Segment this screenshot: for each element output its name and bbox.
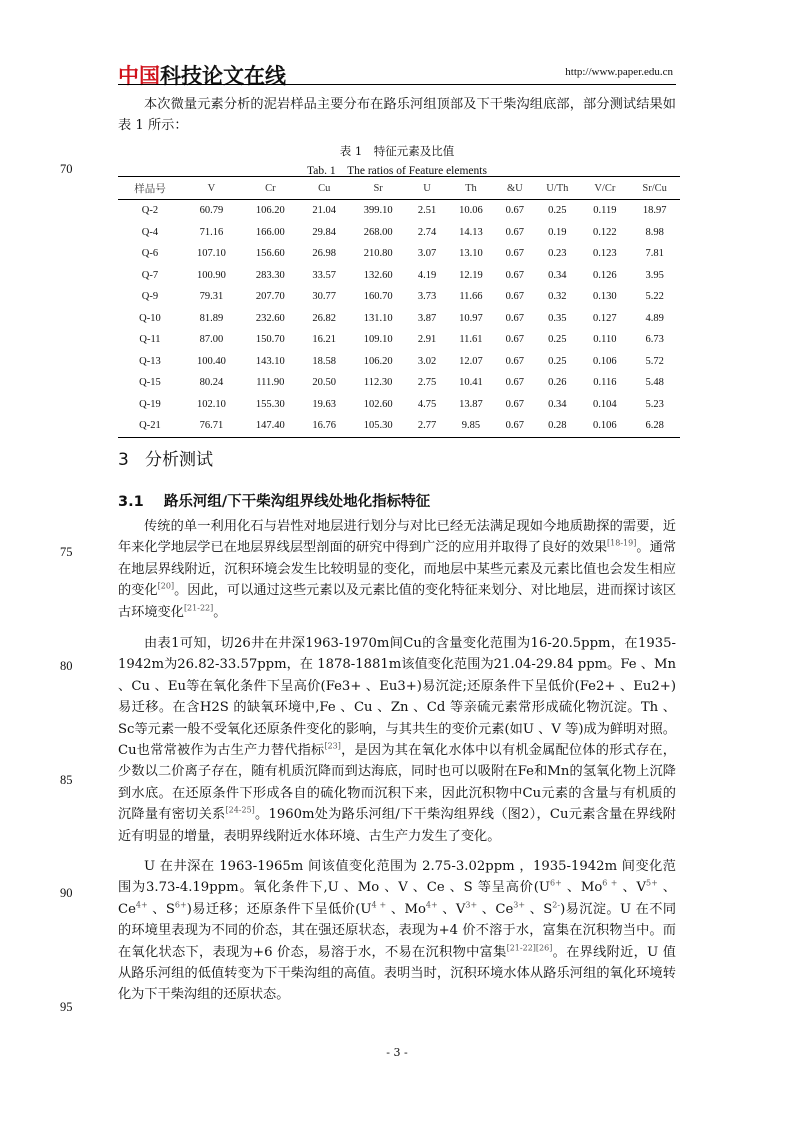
table-cell: 16.21 <box>312 334 337 346</box>
table-cell: 0.34 <box>548 269 567 281</box>
table-cell: 5.23 <box>645 398 664 410</box>
column-header: Cr <box>241 177 300 200</box>
table-cell: Q-11 <box>139 334 161 346</box>
table-row <box>118 329 680 351</box>
table-cell: 0.34 <box>548 398 567 410</box>
table-cell: 0.25 <box>548 355 567 367</box>
table-cell: 0.67 <box>505 398 525 410</box>
header-rule <box>118 84 676 85</box>
table-cell: 79.31 <box>199 291 224 303</box>
table-cell: 0.67 <box>505 205 525 217</box>
table-cell: 0.25 <box>548 205 567 217</box>
table-body <box>118 200 680 438</box>
column-header: U/Th <box>534 177 580 200</box>
column-header: Th <box>446 177 495 200</box>
table-cell: 2.51 <box>417 205 437 217</box>
table-cell: 105.30 <box>349 415 408 437</box>
paragraph-3: U 在井深在 1963-1965m 间该值变化范围为 2.75-3.02ppm ，1935-1942m 间变化范围为3.73-4.19ppm。氧化条件下,U 、Mo 、V 、Ce 、S 等呈高价($U^{6+}$ 、$Mo^{6 +}$ 、$V^{5+}$ 、$Ce^{4+}$ 、$S^{6+}$)易迁移；还原条件下呈低价($U^{4 +}$ 、$Mo^{4+}$ 、$V^{3+}$ 、$Ce^{3+}$ 、$S^{2-}$)易沉淀。U 在不同的环境里表现为不同的价态，其在强还原状态，表现为+4 价不溶于水，富集在沉积物当中。而在氧化状态下，表现为+6 价态，易溶于水，不易在沉积物中富集[21-22][26]。在界线附近，U 值从路乐河组的低值转变为下干柴沟组的高值。表明当时，沉积环境水体从路乐河组的氧化环境转化为下干柴沟组的还原状态。 <box>118 859 677 1003</box>
site-logo: 中国科技论文在线 <box>118 64 286 88</box>
table-cell: 20.50 <box>312 377 337 389</box>
table-cell: 0.130 <box>593 291 617 303</box>
table-cell: Q-9 <box>141 291 159 303</box>
table-cell: 210.80 <box>363 248 393 260</box>
table-cell: 26.98 <box>312 248 337 260</box>
table-cell: Q-2 <box>141 205 159 217</box>
table-cell: 109.10 <box>363 334 393 346</box>
table-cell: 0.126 <box>593 269 617 281</box>
table-row <box>118 200 680 222</box>
table-cell: 155.30 <box>255 398 285 410</box>
table-row <box>118 222 680 244</box>
table-cell: 268.00 <box>363 226 393 238</box>
table-cell: 2.75 <box>417 377 437 389</box>
line-number-90: 90 <box>60 886 73 900</box>
line-number-95: 95 <box>60 1000 73 1014</box>
citation: [23] <box>324 741 341 751</box>
table-cell: 107.10 <box>196 248 226 260</box>
table-caption-cn: 表 1 特征元素及比值 <box>339 144 455 158</box>
table-row <box>118 351 680 373</box>
column-header: Sr <box>349 177 408 200</box>
table-cell: 0.26 <box>548 377 567 389</box>
table-cell: 100.90 <box>196 269 226 281</box>
table-cell: 0.116 <box>593 377 617 389</box>
table-cell: 156.60 <box>255 248 285 260</box>
table-cell: 60.79 <box>199 205 224 217</box>
table-cell: 0.123 <box>593 248 617 260</box>
table-row <box>118 286 680 308</box>
feature-elements-table <box>118 176 680 438</box>
table-cell: Q-7 <box>141 269 159 281</box>
table-cell: 6.73 <box>645 334 664 346</box>
table-cell: 10.06 <box>459 205 483 217</box>
citation: [21-22][26] <box>506 943 553 953</box>
table-cell: 11.66 <box>459 291 483 303</box>
table-cell: 21.04 <box>312 205 337 217</box>
section-3-1-heading: 3.1 路乐河组/下干柴沟组界线处地化指标特征 <box>118 494 431 510</box>
table-cell: 0.67 <box>505 291 525 303</box>
table-row <box>118 415 680 437</box>
table-cell: 2.74 <box>417 226 437 238</box>
table-cell: Q-4 <box>141 226 159 238</box>
line-number-70: 70 <box>60 162 73 176</box>
table-cell: 0.28 <box>534 415 580 437</box>
column-header: Sr/Cu <box>629 177 680 200</box>
paragraph-2: 由表1可知，切26井在井深1963-1970m间Cu的含量变化范围为16-20.5ppm，在1935-1942m为26.82-33.57ppm，在 1878-1881m该值变化范围为21.04-29.84 ppm。Fe 、Mn 、Cu 、Eu等在氧化条件下呈高价(Fe3+ 、Eu3+)易沉淀;还原条件下呈低价(Fe2+ 、Eu2+)易迁移。在含H2S 的缺氧环境中,Fe 、Cu 、Zn 、Cd 等亲硫元素常形成硫化物沉淀。Th 、Sc等元素一般不受氧化还原条件变化的影响，与其共生的变价元素(如U 、V 等)成为鲜明对照。Cu也常常被作为古生产力替代指标[23]，是因为其在氧化水体中以有机金属配位体的形式存在，少数以二价离子存在，随有机质沉降而到达海底，同时也可以吸附在Fe和Mn的氢氧化物上沉降到水底。在还原条件下形成各自的硫化物而沉积下来，因此沉积物中Cu元素的含量与有机质的沉降量有密切关系[24-25]。1960m处为路乐河组/下干柴沟组界线（图2），Cu元素含量在界线附近有明显的增量，表明界线附近水体环境、古生产力发生了变化。 <box>118 636 676 844</box>
table-cell: 5.22 <box>645 291 664 303</box>
table-cell: 33.57 <box>312 269 337 281</box>
table-cell: 18.58 <box>312 355 337 367</box>
table-cell: 147.40 <box>241 415 300 437</box>
line-number-75: 75 <box>60 545 73 559</box>
table-cell: 0.19 <box>548 226 567 238</box>
table-cell: 3.02 <box>417 355 437 367</box>
table-cell: 0.23 <box>548 248 567 260</box>
table-cell: 0.127 <box>593 312 617 324</box>
table-cell: 29.84 <box>312 226 337 238</box>
table-cell: 0.67 <box>505 248 525 260</box>
table-cell: 87.00 <box>199 334 224 346</box>
table-cell: 0.67 <box>505 355 525 367</box>
page-number: - 3 - <box>386 1046 408 1059</box>
table-cell: 131.10 <box>363 312 393 324</box>
line-number-80: 80 <box>60 659 73 673</box>
line-number-85: 85 <box>60 773 73 787</box>
table-cell: 143.10 <box>255 355 285 367</box>
table-cell: 106.20 <box>255 205 285 217</box>
table-cell: 102.60 <box>363 398 393 410</box>
table-cell: 0.67 <box>505 269 525 281</box>
table-cell: 16.76 <box>300 415 349 437</box>
table-cell: 0.67 <box>495 415 534 437</box>
section-3-heading: 3 分析测试 <box>118 450 214 470</box>
table-cell: 80.24 <box>199 377 224 389</box>
table-cell: 0.110 <box>593 334 617 346</box>
table-row <box>118 243 680 265</box>
table-cell: 3.87 <box>417 312 437 324</box>
table-cell: 106.20 <box>363 355 393 367</box>
table-cell: 13.87 <box>459 398 483 410</box>
citation: [21-22] <box>183 603 214 613</box>
table-cell: 166.00 <box>255 226 285 238</box>
table-cell: 7.81 <box>645 248 664 260</box>
table-cell: 0.67 <box>505 334 525 346</box>
table-cell: 0.106 <box>580 415 629 437</box>
intro-paragraph: 本次微量元素分析的泥岩样品主要分布在路乐河组顶部及下干柴沟组底部，部分测试结果如表 1 所示： <box>118 97 676 134</box>
table-cell: 4.89 <box>645 312 664 324</box>
table-row <box>118 394 680 416</box>
table-cell: 26.82 <box>312 312 337 324</box>
table-cell: 10.41 <box>459 377 483 389</box>
table-cell: Q-19 <box>139 398 161 410</box>
table-cell: 3.95 <box>645 269 664 281</box>
table-cell: 12.07 <box>459 355 483 367</box>
table-cell: 0.122 <box>593 226 617 238</box>
table-cell: Q-10 <box>139 312 161 324</box>
table-cell: 76.71 <box>182 415 241 437</box>
table-row <box>118 372 680 394</box>
table-cell: 10.97 <box>459 312 483 324</box>
table-cell: 4.75 <box>417 398 437 410</box>
column-header: &U <box>495 177 534 200</box>
table-cell: 0.35 <box>548 312 567 324</box>
table-cell: 111.90 <box>256 377 285 389</box>
citation: [18-19] <box>607 539 637 549</box>
table-cell: 0.25 <box>548 334 567 346</box>
table-cell: 81.89 <box>199 312 224 324</box>
table-cell: 3.07 <box>417 248 437 260</box>
column-header: V <box>182 177 241 200</box>
table-cell: 0.67 <box>505 377 525 389</box>
table-cell: 30.77 <box>312 291 337 303</box>
site-url: http://www.paper.edu.cn <box>565 66 673 78</box>
paragraph-1: 传统的单一利用化石与岩性对地层进行划分与对比已经无法满足现如今地质勘探的需要，近年来化学地层学已在地层界线层型剖面的研究中得到广泛的应用并取得了良好的效果[18-19]。通常在地层界线附近，沉积环境会发生比较明显的变化，而地层中某些元素及元素比值也会发生相应的变化[20]。因此，可以通过这些元素以及元素比值的变化特征来划分、对比地层，进而探讨该区古环境变化[21-22]。 <box>118 519 677 620</box>
table-cell: 8.98 <box>645 226 664 238</box>
table-header-row <box>118 177 680 200</box>
column-header: U <box>408 177 447 200</box>
table-cell: 232.60 <box>255 312 285 324</box>
table-cell: 399.10 <box>363 205 393 217</box>
table-cell: 71.16 <box>199 226 224 238</box>
table-cell: 283.30 <box>255 269 285 281</box>
table-cell: Q-21 <box>118 415 182 437</box>
table-cell: 18.97 <box>642 205 667 217</box>
table-cell: Q-6 <box>141 248 159 260</box>
table-cell: 5.72 <box>645 355 664 367</box>
table-cell: 0.106 <box>593 355 617 367</box>
citation: [20] <box>157 581 175 591</box>
table-cell: 0.119 <box>593 205 617 217</box>
table-caption-en: Tab. 1 The ratios of Feature elements <box>307 165 487 177</box>
table-cell: 150.70 <box>255 334 285 346</box>
table-cell: 3.73 <box>417 291 437 303</box>
table-cell: 4.19 <box>417 269 437 281</box>
column-header: Cu <box>300 177 349 200</box>
table-cell: 13.10 <box>459 248 483 260</box>
table-cell: 12.19 <box>459 269 483 281</box>
table-cell: 2.77 <box>408 415 447 437</box>
table-cell: Q-15 <box>139 377 161 389</box>
table-cell: 0.67 <box>505 312 525 324</box>
table-cell: 14.13 <box>459 226 483 238</box>
table-cell: 2.91 <box>417 334 437 346</box>
table-cell: 11.61 <box>459 334 483 346</box>
citation: [24-25] <box>225 805 255 815</box>
table-cell: 6.28 <box>629 415 680 437</box>
table-cell: 160.70 <box>363 291 393 303</box>
table-cell: 9.85 <box>446 415 495 437</box>
table-cell: 0.67 <box>505 226 525 238</box>
table-row <box>118 265 680 287</box>
table-cell: 0.32 <box>548 291 567 303</box>
table-cell: 0.104 <box>593 398 617 410</box>
table-cell: 102.10 <box>196 398 226 410</box>
table-cell: 207.70 <box>255 291 285 303</box>
table-cell: 19.63 <box>312 398 337 410</box>
column-header: 样品号 <box>118 177 182 200</box>
table-cell: 112.30 <box>363 377 393 389</box>
table-row <box>118 308 680 330</box>
table-cell: 100.40 <box>196 355 226 367</box>
table-cell: 132.60 <box>363 269 393 281</box>
table-cell: Q-13 <box>139 355 161 367</box>
column-header: V/Cr <box>580 177 629 200</box>
table-cell: 5.48 <box>645 377 664 389</box>
